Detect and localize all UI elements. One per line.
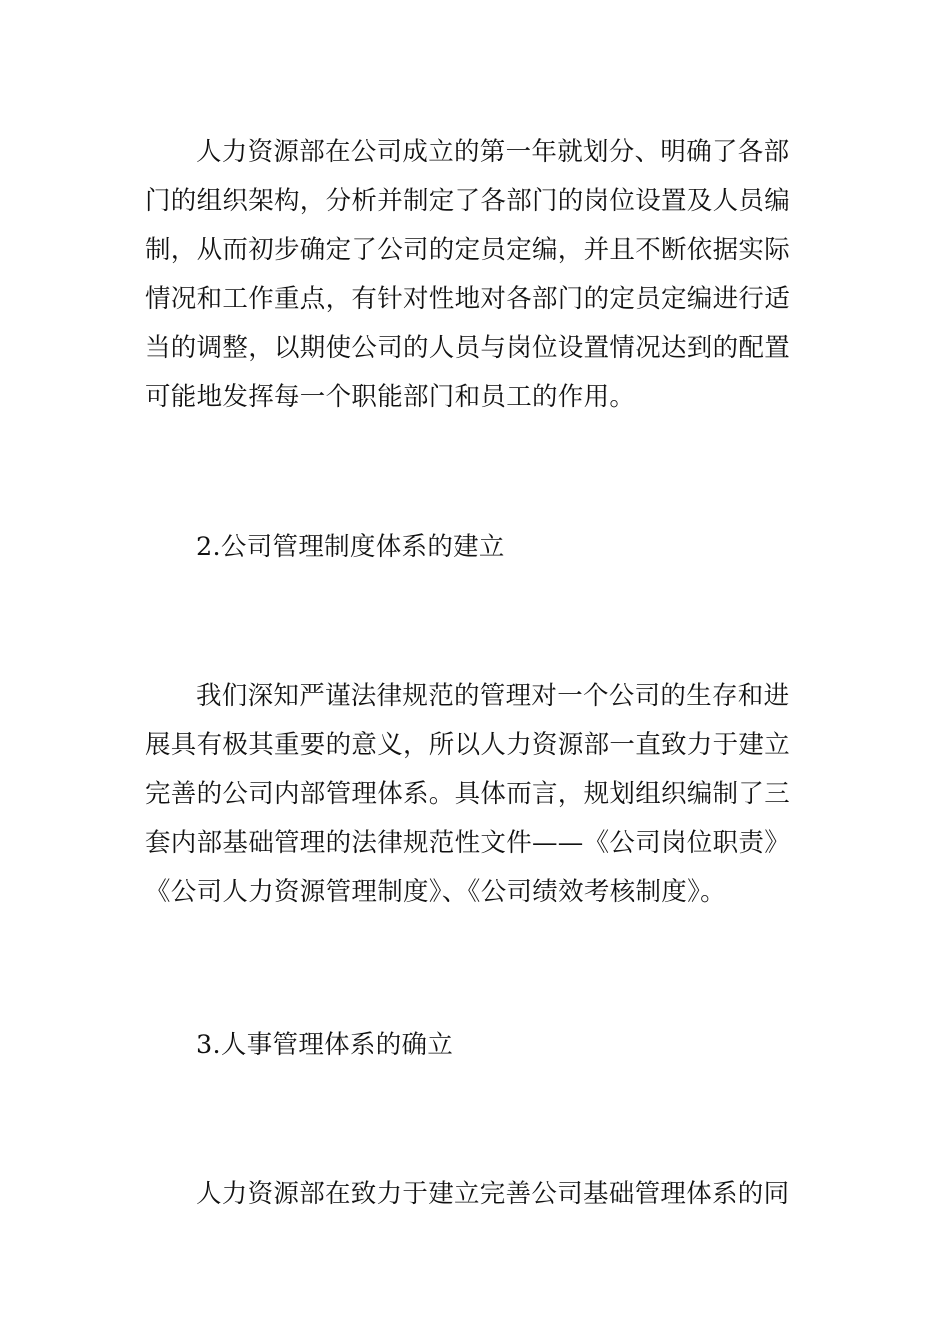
text-line: 我们深知严谨法律规范的管理对一个公司的生存和进 (196, 681, 790, 711)
text-line: 情况和工作重点，有针对性地对各部门的定员定编进行适 (145, 284, 791, 314)
text-line: 可能地发挥每一个职能部门和员工的作用。 (145, 382, 636, 412)
section-heading-2: 2.公司管理制度体系的建立 (196, 532, 505, 562)
text-line: 展具有极其重要的意义，所以人力资源部一直致力于建立 (145, 730, 791, 760)
paragraph-org-structure (145, 128, 807, 422)
text-line: 门的组织架构，分析并制定了各部门的岗位设置及人员编 (145, 186, 791, 216)
text-line: 《公司人力资源管理制度》、《公司绩效考核制度》。 (145, 877, 726, 907)
section-heading-3: 3.人事管理体系的确立 (196, 1030, 454, 1060)
text-line: 当的调整，以期使公司的人员与岗位设置情况达到的配置 (145, 333, 791, 363)
paragraph-management-system (145, 672, 807, 917)
text-line: 制，从而初步确定了公司的定员定编，并且不断依据实际 (145, 235, 791, 265)
paragraph-personnel-system (145, 1170, 807, 1219)
text-line: 人力资源部在公司成立的第一年就划分、明确了各部 (196, 137, 790, 167)
text-line: 人力资源部在致力于建立完善公司基础管理体系的同 (196, 1179, 790, 1209)
text-line: 完善的公司内部管理体系。具体而言，规划组织编制了三 (145, 779, 791, 809)
text-line: 套内部基础管理的法律规范性文件——《公司岗位职责》 (145, 828, 791, 858)
